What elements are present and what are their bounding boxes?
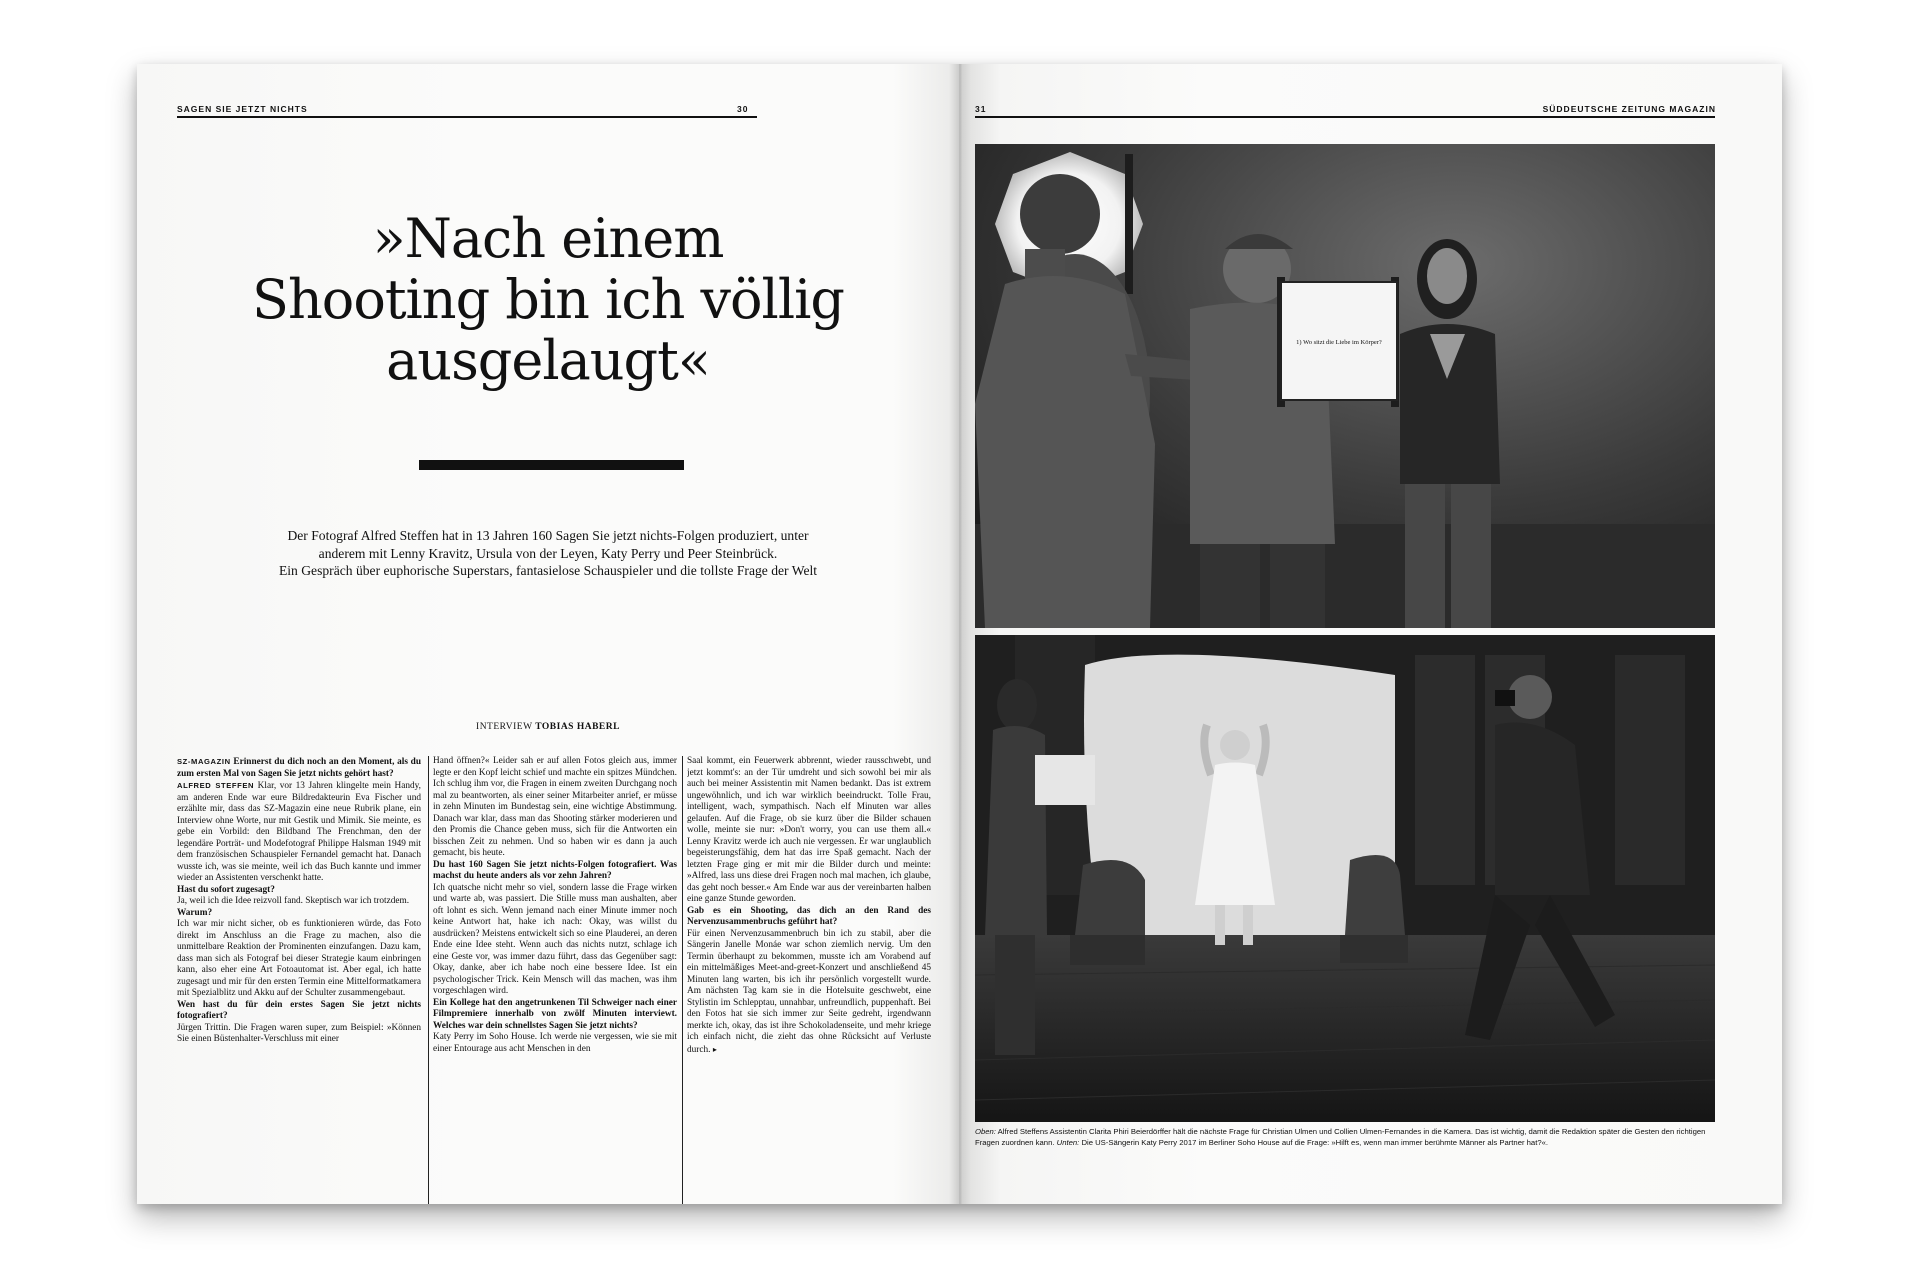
- standfirst-line: Ein Gespräch über euphorische Superstars, fantasielose Schauspieler und die tollste Frage der Welt: [278, 563, 818, 578]
- spine-shadow: [949, 64, 971, 1204]
- interview-answer: [433, 1032, 677, 1055]
- paragraph-text: Für einen Nervenzusammenbruch bin ich zu stabil, aber die Sängerin Janelle Monáe war schon ziemlich nervig. Um den Termin überhaupt zu bekommen, musste ich am Vorabend auf ein mittelmäßiges Meet-and-greet-Konzert und anschließend 45 Minuten lang warten, bis ich ihr persönlich vorgestellt wurde. Am nächsten Tag kam sie in die Hotelsuite geschwebt, eine Stylistin im Schlepptau, unnahbar, unfreundlich, puppenhaft. Bei den Fotos hat sie sich immer zur Seite gedreht, irgendwann merkte ich, okay, das ist ihre Schokoladenseite, und mehr kriege ich einfach nicht, die zieht das ohne Rücksicht auf Verluste durch.: [687, 928, 931, 1055]
- caption-text-bottom: Die US-Sängerin Katy Perry 2017 im Berliner Soho House auf die Frage: »Hilft es, wenn man immer berühmte Männer als Partner hat?«.: [1081, 1137, 1549, 1147]
- speaker-label: SZ-MAGAZIN: [177, 757, 231, 766]
- photo-top-image: [975, 144, 1715, 628]
- interview-question: [433, 998, 677, 1033]
- column-divider: [428, 756, 429, 1204]
- interview-answer: [177, 780, 421, 885]
- continue-arrow-icon: ▸: [712, 1044, 717, 1054]
- standfirst-line: Der Fotograf Alfred Steffen hat in 13 Jahren 160 Sagen Sie jetzt nichts-Folgen produziert, unter: [287, 528, 809, 543]
- interview-answer: [177, 1023, 421, 1046]
- left-page: [137, 64, 959, 1204]
- page-number-right: 31: [975, 104, 987, 114]
- paragraph-text: Gab es ein Shooting, das dich an den Rand des Nervenzusammenbruchs geführt hat?: [687, 905, 931, 927]
- caption-text-top: Alfred Steffens Assistentin Clarita Phiri Beierdörffer hält die nächste Frage für Christian Ulmen und Collien Ulmen-Fernandes in die Kamera. Das ist wichtig, damit die Redaktion später die Gesten den richtigen Fragen zuordnen kann.: [975, 1127, 1706, 1147]
- paragraph-text: Ein Kollege hat den angetrunkenen Til Schweiger nach einer Filmpremiere innerhalb von zwölf Minuten interviewt. Welches war dein schnellstes Sagen Sie jetzt nichts?: [433, 997, 677, 1031]
- photo-katy-perry-shooting: [975, 635, 1715, 1122]
- standfirst-line: anderem mit Lenny Kravitz, Ursula von der Leyen, Katy Perry und Peer Steinbrück.: [318, 545, 778, 561]
- byline-author: TOBIAS HABERL: [535, 722, 620, 732]
- paragraph-text: Du hast 160 Sagen Sie jetzt nichts-Folgen fotografiert. Was machst du heute anders als vor zehn Jahren?: [433, 859, 677, 881]
- paragraph-text: Ich war mir nicht sicher, ob es funktionieren würde, das Foto direkt im Anschluss an die Frage zu machen, also die unmittelbare Reaktion der Prominenten einzufangen. Dazu kam, dass man sich als Fotograf bei dieser Strategie kaum einbringen kann, also eher eine Art Fotoautomat ist. Aber egal, ich hatte zugesagt und mir für den ersten Termin eine Mittelformatkamera mit Spezialblitz und Akku auf der Schulter zusammengebaut.: [177, 919, 421, 998]
- page-number-left: 30: [737, 104, 749, 114]
- running-head-right: SÜDDEUTSCHE ZEITUNG MAGAZIN: [1542, 104, 1716, 114]
- header-rule-left: [177, 116, 757, 118]
- magazine-spread: [137, 64, 1782, 1204]
- interview-question: [177, 1000, 421, 1023]
- interview-column-1: [177, 756, 421, 1204]
- caption-label-top: Oben:: [975, 1127, 996, 1136]
- interview-answer: [687, 756, 931, 906]
- interview-answer: [433, 883, 677, 998]
- interview-answer: [177, 896, 421, 908]
- speaker-label: ALFRED STEFFEN: [177, 781, 255, 790]
- paragraph-text: Klar, vor 13 Jahren klingelte mein Handy, am anderen Ende war eure Bildredakteurin Eva Fischer und erzählte mir, dass das SZ-Magazin eine neue Rubrik plane, ein Interview ohne Worte, nur mit Gestik und Mimik. Sie meinte, es gebe ein Vorbild: den Bildband The Frenchman, den der legendäre Porträt- und Modefotograf Philippe Halsman 1949 mit dem französischen Schauspieler Fernandel gemacht hat. Danach wusste ich, was sie meinte, weil ich das Buch kannte und immer wieder an Assistenten verschenkt hatte.: [177, 781, 421, 883]
- interview-question: [687, 906, 931, 929]
- paragraph-text: Hast du sofort zugesagt?: [177, 884, 275, 895]
- caption-label-bottom: Unten:: [1056, 1137, 1080, 1147]
- paragraph-text: Katy Perry im Soho House. Ich werde nie vergessen, wie sie mit einer Entourage aus acht Menschen in den: [433, 1032, 677, 1054]
- paragraph-text: Jürgen Trittin. Die Fragen waren super, zum Beispiel: »Können Sie einen Büstenhalter-Verschluss mit einer: [177, 1022, 421, 1044]
- paragraph-text: Ich quatsche nicht mehr so viel, sondern lasse die Frage wirken und warte ab, was passiert. Die Stille muss man aushalten, aber oft lohnt es sich. Wenn jemand nach einer Minute immer noch keine Antwort hat, hake ich nach: Okay, was willst du ausdrücken? Meistens entwickelt sich so eine Plauderei, an deren Ende eine Idee steht. Wenn auch das nichts nutzt, schlage ich eine Geste vor, was immer dazu führt, dass das Gegenüber sagt: Okay, danke, aber ich habe noch eine bessere Idee. Ist ein psychologischer Trick. Kein Mensch will das machen, was ihm vorgeschlagen wird.: [433, 882, 677, 996]
- interview-answer: [687, 929, 931, 1057]
- question-card-text: 1) Wo sitzt die Liebe im Körper?: [1296, 339, 1382, 346]
- interview-answer: [177, 919, 421, 1000]
- headline-line: Shooting bin ich völlig: [252, 268, 844, 331]
- interview-question: [177, 756, 421, 780]
- byline: [137, 722, 959, 732]
- photo-bottom-image: [975, 635, 1715, 1122]
- photo-caption: [975, 1127, 1715, 1148]
- header-rule-right: [975, 116, 1715, 118]
- paragraph-text: Warum?: [177, 907, 213, 918]
- interview-answer: [433, 756, 677, 860]
- headline-line: ausgelaugt«: [386, 329, 710, 392]
- interview-question: [177, 908, 421, 920]
- headline-divider-bar: [419, 460, 684, 470]
- headline: [167, 208, 929, 391]
- paragraph-text: Wen hast du für dein erstes Sagen Sie jetzt nichts fotografiert?: [177, 999, 421, 1021]
- interview-column-3: [687, 756, 931, 1204]
- column-divider: [682, 756, 683, 1204]
- standfirst: [227, 527, 869, 580]
- right-page: [959, 64, 1782, 1204]
- paragraph-text: Hand öffnen?« Leider sah er auf allen Fotos gleich aus, immer legte er den Kopf leicht schief und machte ein spitzes Mündchen. Ich schlug ihm vor, die Fragen in einem zweiten Durchgang noch mal zu beantworten, als einer seiner Mitarbeiter anrief, er müsse in zehn Minuten im Bundestag sein, eine wichtige Abstimmung. Danach war klar, dass man das Shooting stärker moderieren und den Promis die Chance geben muss, sich für die Antworten ein bisschen Zeit zu nehmen. Und so haben wir es dann ja auch gemacht, bis heute.: [433, 756, 677, 858]
- paragraph-text: Erinnerst du dich noch an den Moment, als du zum ersten Mal von Sagen Sie jetzt nichts gehört hast?: [177, 757, 421, 779]
- interview-column-2: [433, 756, 677, 1204]
- headline-line: »Nach einem: [372, 207, 724, 270]
- paragraph-text: Saal kommt, ein Feuerwerk abbrennt, wieder rausschwebt, und jetzt kommt's: an der Tür umdreht und sich sowohl bei mir als auch bei meiner Assistentin mit Namen bedankt. Das ist extrem ungewöhnlich, und ich war wirklich beeindruckt. Tolle Frau, intelligent, wach, sympathisch. Nach elf Minuten war alles gelaufen. Auf die Frage, ob sie kurz über die Bilder schauen wolle, meinte sie nur: »Don't worry, you can use them all.« Lenny Kravitz werde ich auch nie vergessen. Er war unglaublich begeisterungsfähig, dem hat das irre Spaß gemacht. Nach der letzten Frage ging er mit mir die Bilder durch und meinte: »Alfred, lass uns diese drei Fragen noch mal machen, ich glaube, das geht noch besser.« Am Ende war aus der vereinbarten halben eine ganze Stunde geworden.: [687, 756, 931, 904]
- photo-assistant-holding-question-card: [975, 144, 1715, 628]
- interview-question: [177, 885, 421, 897]
- running-head-left: SAGEN SIE JETZT NICHTS: [177, 104, 308, 114]
- byline-prefix: INTERVIEW: [476, 722, 533, 732]
- paragraph-text: Ja, weil ich die Idee reizvoll fand. Skeptisch war ich trotzdem.: [177, 896, 410, 906]
- interview-question: [433, 860, 677, 883]
